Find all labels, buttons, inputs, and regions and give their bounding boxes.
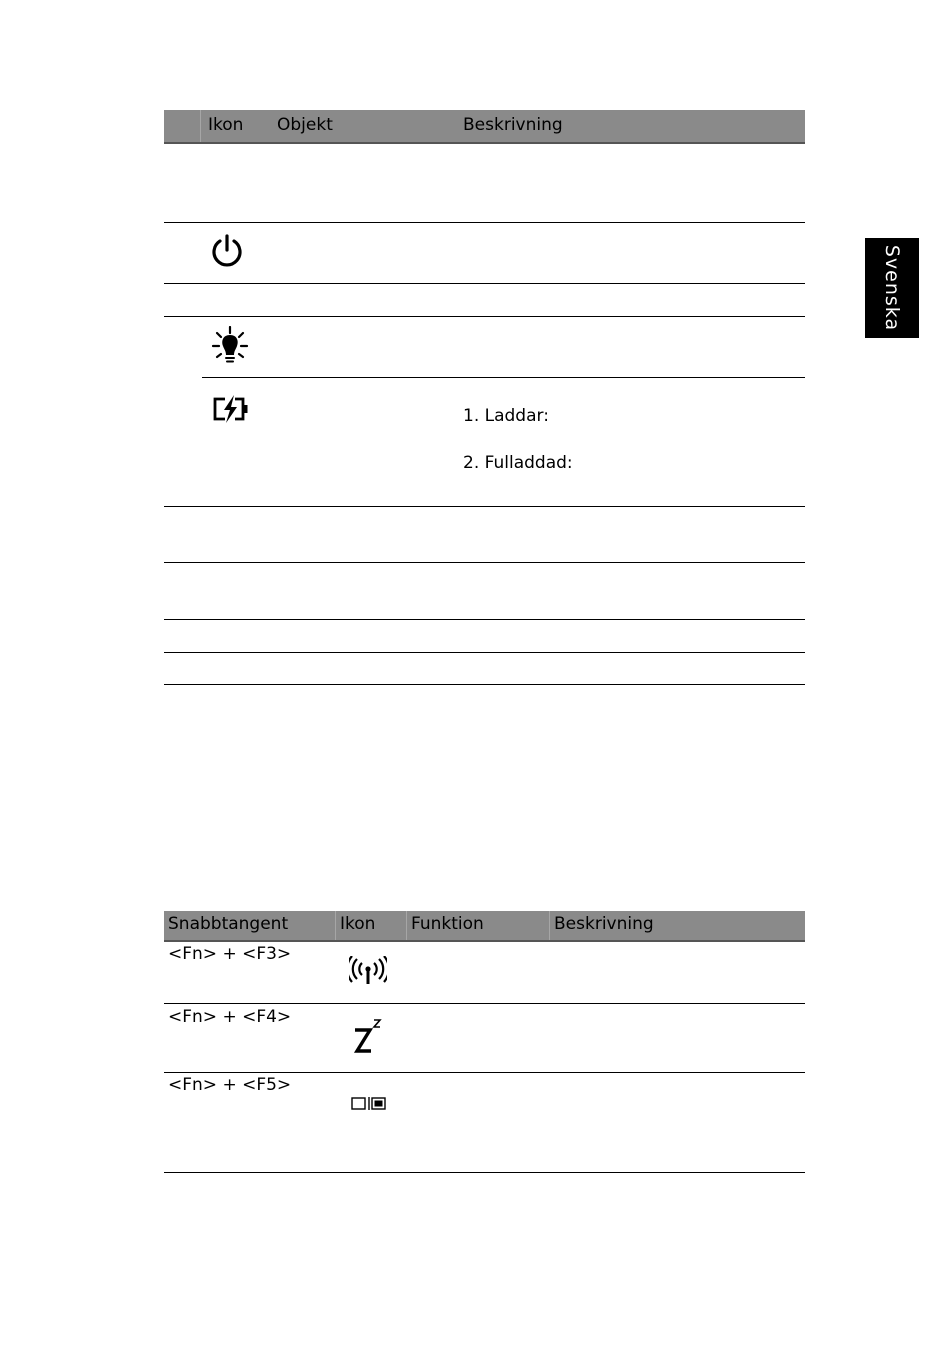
light-bulb-icon [211,326,249,366]
row-divider [164,1072,805,1073]
row-divider [164,652,805,653]
language-tab-label: Svenska [881,244,903,332]
header-funktion: Funktion [411,914,484,934]
table-bottom-border [164,684,805,685]
header-beskrivning: Beskrivning [463,115,563,135]
wireless-icon [349,956,387,986]
row-divider [164,562,805,563]
sleep-zz-icon [352,1018,384,1054]
battery-state-full: 2. Fulladdad: [463,453,573,473]
header-snabbtangent: Snabbtangent [168,914,289,934]
battery-charge-icon [212,394,250,424]
row-divider [164,222,805,223]
row-divider [164,506,805,507]
header-underline [164,940,805,942]
row-divider [164,619,805,620]
row-divider [164,283,805,284]
header-underline [164,142,805,144]
language-tab [865,238,919,338]
header-beskrivning: Beskrivning [554,914,654,934]
hotkey-fn-f4: <Fn> + <F4> [168,1007,292,1027]
table-bottom-border [164,1172,805,1173]
hotkey-fn-f5: <Fn> + <F5> [168,1075,292,1095]
header-ikon: Ikon [340,914,376,934]
header-objekt: Objekt [277,115,333,135]
battery-state-charging: 1. Laddar: [463,406,549,426]
hotkey-fn-f3: <Fn> + <F3> [168,944,292,964]
row-divider [164,1003,805,1004]
row-divider [202,377,805,378]
row-divider [164,316,805,317]
header-ikon: Ikon [208,115,244,135]
power-icon [209,233,245,269]
hotkey-table-header [164,911,805,940]
display-toggle-icon [351,1097,387,1111]
indicator-table-header [164,110,805,142]
